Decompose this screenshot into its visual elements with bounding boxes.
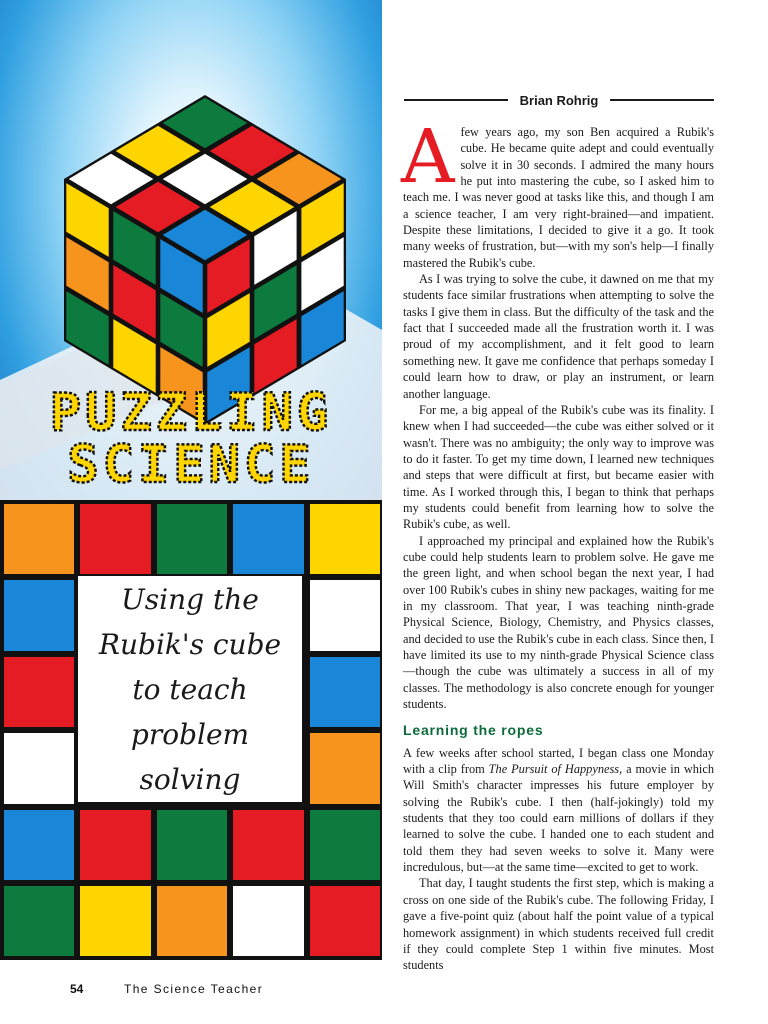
frame-tile xyxy=(233,504,303,574)
title-line-puzzling: PUZZLING xyxy=(49,383,333,443)
article-body xyxy=(401,114,714,973)
author-byline: Brian Rohrig xyxy=(519,92,599,108)
paragraph-4: I approached my principal and explained how the Rubik's cube could help students learn to problem solve. He gave me the green light, and when school began the next year, I had over 100 Rubik's cubes in shiny new packages, waiting for me in my classroom. That year, I was teaching ninth-grade Physical Science, Biology, Chemistry, and Physics classes, and decided to use the Rubik's cube in each class. Since then, I have limited its use to my ninth-grade Physical Science class—though the cube was ultimately a success in all of my classes. The methodology is also concrete enough for younger students. xyxy=(403,533,714,712)
journal-name: The Science Teacher xyxy=(124,982,264,996)
section-paragraph-1 xyxy=(403,745,714,876)
caption-line-4: problem solving xyxy=(130,717,250,796)
section-paragraph-1-end: a movie in which Will Smith's character impresses his future employer by solving the Rubik's cube. I then (half-jokingly) told my students that they too could earn millions of dollars if they learned to solve the cube. I handed one to each student and told them they had seven weeks to solve it. Many were incredulous, but—at the same time—excited to get to work. xyxy=(403,762,714,875)
frame-tile xyxy=(4,810,74,880)
byline-rule-left xyxy=(404,99,508,101)
drop-cap: A xyxy=(401,114,455,200)
caption-line-2: Rubik's cube xyxy=(98,627,282,661)
frame-tile xyxy=(310,657,380,727)
movie-title: The Pursuit of Happyness, xyxy=(488,762,623,777)
byline-row xyxy=(404,90,714,110)
frame-tile xyxy=(233,810,303,880)
section-paragraph-1-start: A few weeks after school started, I began class one Monday with a clip from xyxy=(403,745,714,777)
section-paragraph-2: That day, I taught students the first step, which is making a cross on one side of the Rubik's cube. The following Friday, I gave a five-point quiz (about half the point value of a typical homework assignment) in which students received full credit if they could complete Step 1 within five minutes. Most students xyxy=(403,876,714,973)
frame-tile xyxy=(80,810,150,880)
frame-tile xyxy=(157,810,227,880)
hero-illustration xyxy=(0,0,382,500)
frame-tile xyxy=(310,733,380,803)
caption-line-3: to teach xyxy=(132,672,248,706)
rubiks-cube-illustration xyxy=(0,0,382,500)
paragraph-1 xyxy=(401,114,714,271)
frame-tile xyxy=(310,580,380,650)
title-line-science: SCIENCE xyxy=(67,435,315,495)
frame-tile xyxy=(4,886,74,956)
frame-tile xyxy=(157,886,227,956)
frame-tile xyxy=(310,810,380,880)
puzzling-science-title xyxy=(50,383,332,495)
frame-tile xyxy=(80,504,150,574)
frame-tile xyxy=(4,504,74,574)
caption xyxy=(78,577,302,802)
caption-box xyxy=(78,576,302,802)
frame-tile xyxy=(4,657,74,727)
frame-tile xyxy=(310,504,380,574)
frame-tile xyxy=(233,886,303,956)
frame-tile xyxy=(157,504,227,574)
frame-tile xyxy=(4,580,74,650)
byline-rule-right xyxy=(610,99,714,101)
frame-tile xyxy=(310,886,380,956)
frame-tile xyxy=(80,886,150,956)
paragraph-3: For me, a big appeal of the Rubik's cube was its finality. I knew when I had succeeded—the cube was either solved or it wasn't. There was no ambiguity; the only way to improve was to do it faster. To get my time down, I learned new techniques and steps that were difficult at first, but became easier with time. As I worked through this, I began to think that perhaps my students could benefit from learning how to solve the Rubik's cube, as well. xyxy=(403,402,714,532)
page-number: 54 xyxy=(70,982,84,996)
paragraph-1-text: few years ago, my son Ben acquired a Rubik's cube. He became quite adept and could eventually solve it in 30 seconds. I admired the many hours he put into mastering the cube, so I asked him to teach me. I was never good at tasks like this, and though I am a science teacher, I am very right-brained—and impatient. Despite these limitations, I decided to give it a go. It took many weeks of frustration, but—with my son's help—I finally mastered the Rubik's cube. xyxy=(403,125,714,270)
caption-line-1: Using the xyxy=(121,582,259,616)
page-footer xyxy=(70,982,263,996)
frame-tile xyxy=(4,733,74,803)
section-heading: Learning the ropes xyxy=(403,722,544,739)
paragraph-2: As I was trying to solve the cube, it dawned on me that my students face similar frustrations when attempting to solve the tasks I give them in class. But the difficulty of the task and the fact that I succeeded made all the frustration worth it. I was proud of my accomplishment, and it felt good to learn something new. It gave me confidence that perhaps someday I could learn how to draw, or play an instrument, or learn another language. xyxy=(403,272,714,401)
